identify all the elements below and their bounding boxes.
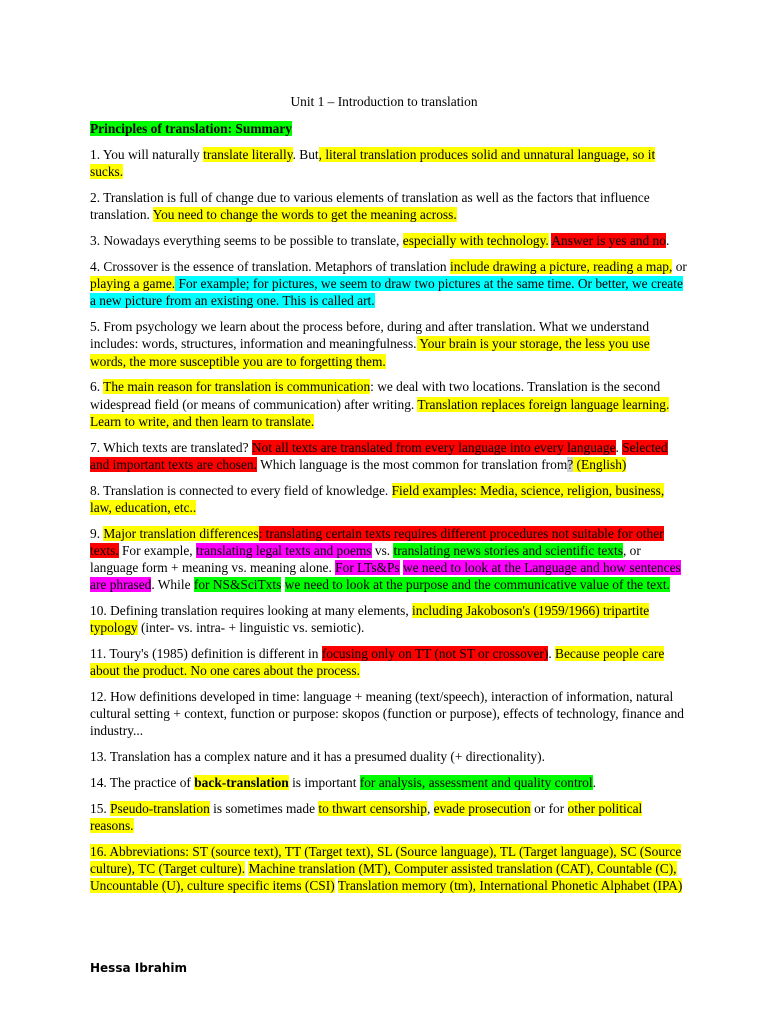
highlighted-text: for analysis, assessment and quality control (359, 775, 593, 791)
highlighted-text: Major translation differences (103, 525, 259, 541)
paragraph-text: 1. You will naturally (90, 147, 204, 163)
paragraph-list (90, 146, 688, 894)
paragraph-text: 12. How definitions developed in time: language + meaning (text/speech), interaction of information, natural cultural setting + context, function or purpose: skopos (function or purpose), effects of technology, finance and industry... (90, 689, 684, 739)
paragraph-item (90, 602, 688, 636)
highlighted-text: especially with technology. (402, 233, 549, 249)
highlighted-text: translating legal texts and poems (196, 542, 372, 558)
paragraph-text: 7. Which texts are translated? (90, 439, 252, 455)
paragraph-text: : we deal with two locations. Translation is the second widespread field (or means of communication) after writing. (90, 379, 661, 412)
highlighted-text: You need to change the words to get the meaning across. (152, 207, 457, 223)
highlighted-text: other political reasons. (90, 800, 643, 834)
paragraph-item (90, 318, 688, 370)
highlighted-text: we need to look at the Language and how sentences are phrased (90, 560, 681, 593)
highlighted-text: Your brain is your storage, the less you use words, the more susceptible you are to forgetting them. (90, 336, 650, 369)
highlighted-text: 16. Abbreviations: ST (source text), TT (Target text), SL (Source language), TL (Target language), SC (Source culture), TC (Target culture). (90, 843, 682, 877)
highlighted-text: Selected and important texts are chosen. (90, 439, 668, 472)
highlighted-text: back-translation (194, 775, 289, 791)
highlighted-text: Not all texts are translated from every language into every language (251, 439, 616, 455)
paragraph-text: . But (292, 147, 319, 163)
paragraph-item (90, 774, 688, 791)
paragraph-text: . While (151, 577, 194, 593)
highlighted-text: For LTs&Ps (335, 560, 400, 576)
paragraph-item (90, 439, 688, 473)
highlighted-text: translate literally (203, 147, 293, 163)
paragraph-text: is sometimes made (209, 800, 319, 816)
paragraph-item (90, 189, 688, 223)
highlighted-text: ? (567, 456, 574, 472)
highlighted-text: for NS&SciTxts (193, 577, 282, 593)
highlighted-text: Answer is yes and no (551, 233, 666, 249)
highlighted-text: The main reason for translation is communication (103, 379, 371, 395)
highlighted-text: Translation memory (tm), International Phonetic Alphabet (IPA) (337, 878, 683, 894)
author-footer: Hessa Ibrahim (90, 961, 187, 975)
paragraph-item (90, 843, 688, 895)
highlighted-text: include drawing a picture, reading a map, (449, 259, 673, 274)
paragraph-text: . (615, 439, 623, 455)
paragraph-item (90, 645, 688, 679)
paragraph-text: 15. (90, 800, 111, 816)
paragraph-item (90, 482, 688, 516)
paragraph-text: is important (288, 775, 360, 791)
paragraph-text: 3. Nowadays everything seems to be possible to translate, (90, 233, 403, 249)
highlighted-text: Field examples: Media, science, religion, business, law, education, etc.. (90, 482, 665, 515)
document-body (90, 120, 688, 903)
highlighted-text: Because people care about the product. No one cares about the process. (90, 646, 665, 679)
highlighted-text: : translating certain texts requires different procedures not suitable for other texts. (90, 525, 664, 558)
highlighted-text: evade prosecution (433, 800, 531, 816)
paragraph-text: . (592, 775, 596, 791)
paragraph-item (90, 378, 688, 430)
highlighted-text: playing a game. (90, 276, 176, 292)
paragraph-text: 2. Translation is full of change due to various elements of translation as well as the factors that influence translation. (90, 190, 650, 223)
paragraph-text: 8. Translation is connected to every field of knowledge. (90, 482, 392, 498)
paragraph-text: 10. Defining translation requires looking at many elements, (90, 603, 413, 619)
highlighted-text: we need to look at the purpose and the communicative value of the text. (284, 577, 670, 593)
highlighted-text: (English) (573, 456, 627, 472)
paragraph-text: 9. (90, 525, 104, 541)
highlighted-text: to thwart censorship (318, 800, 427, 816)
paragraph-text: . (665, 233, 670, 249)
highlighted-text: focusing only on TT (not ST or crossover) (321, 646, 549, 662)
highlighted-text: Pseudo-translation (110, 800, 210, 816)
paragraph-text: , (426, 800, 434, 816)
paragraph-text: 13. Translation has a complex nature and it has a presumed duality (+ directionality). (90, 749, 545, 765)
paragraph-text: 4. Crossover is the essence of translation. Metaphors of translation (90, 259, 450, 274)
highlighted-text: Machine translation (MT), Computer assisted translation (CAT), Countable (C), Uncountable (U), culture specific items (CSI) (90, 861, 677, 894)
paragraph-text: (inter- vs. intra- + linguistic vs. semiotic). (137, 620, 365, 636)
paragraph-text: 11. Toury's (1985) definition is different in (90, 646, 322, 662)
paragraph-item (90, 748, 688, 765)
paragraph-text: For example, (118, 542, 196, 558)
highlighted-text: For example; for pictures, we seem to draw two pictures at the same time. Or better, we create a new picture from an existing one. This is called art. (90, 276, 683, 309)
paragraph-text: or for (530, 800, 568, 816)
paragraph-text: 14. The practice of (90, 775, 195, 791)
paragraph-text: Which language is the most common for translation from (256, 456, 568, 472)
paragraph-text: 5. From psychology we learn about the process before, during and after translation. What we understand includes: words, structures, information and meaningfulness. (90, 319, 650, 352)
paragraph-text: or (672, 259, 687, 274)
paragraph-item (90, 688, 688, 740)
paragraph-item (90, 258, 688, 310)
paragraph-text: vs. (371, 542, 394, 558)
section-heading-text: Principles of translation: Summary (90, 121, 292, 136)
highlighted-text: , literal translation produces solid and unnatural language, so it sucks. (90, 147, 656, 180)
document-title: Unit 1 – Introduction to translation (290, 94, 478, 109)
highlighted-text: Translation replaces foreign language learning. Learn to write, and then learn to translate. (90, 396, 670, 429)
section-heading (90, 120, 688, 137)
highlighted-text: including Jakoboson's (1959/1966) tripartite typology (90, 603, 650, 636)
paragraph-item (90, 146, 688, 180)
paragraph-text: 6. (90, 379, 104, 395)
paragraph-text: . (548, 646, 556, 662)
paragraph-item (90, 232, 688, 249)
paragraph-text: , or language form + meaning vs. meaning alone. (90, 542, 641, 576)
paragraph-item (90, 800, 688, 834)
paragraph-item (90, 525, 688, 594)
highlighted-text: translating news stories and scientific texts (393, 542, 623, 558)
